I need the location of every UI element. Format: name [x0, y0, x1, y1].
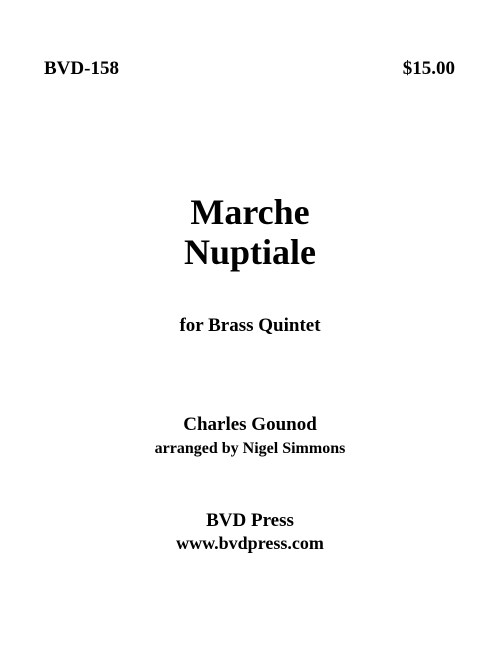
instrumentation: for Brass Quintet — [179, 315, 321, 336]
price: $15.00 — [402, 58, 455, 79]
publisher-website: www.bvdpress.com — [176, 533, 324, 553]
composer: Charles Gounod — [183, 414, 317, 435]
arranger: arranged by Nigel Simmons — [154, 440, 346, 457]
catalog-number: BVD-158 — [44, 58, 119, 79]
publisher-name: BVD Press — [206, 510, 294, 531]
page-title — [0, 192, 500, 272]
title-line-1: Marche — [190, 192, 310, 232]
title-line-2: Nuptiale — [183, 232, 316, 272]
